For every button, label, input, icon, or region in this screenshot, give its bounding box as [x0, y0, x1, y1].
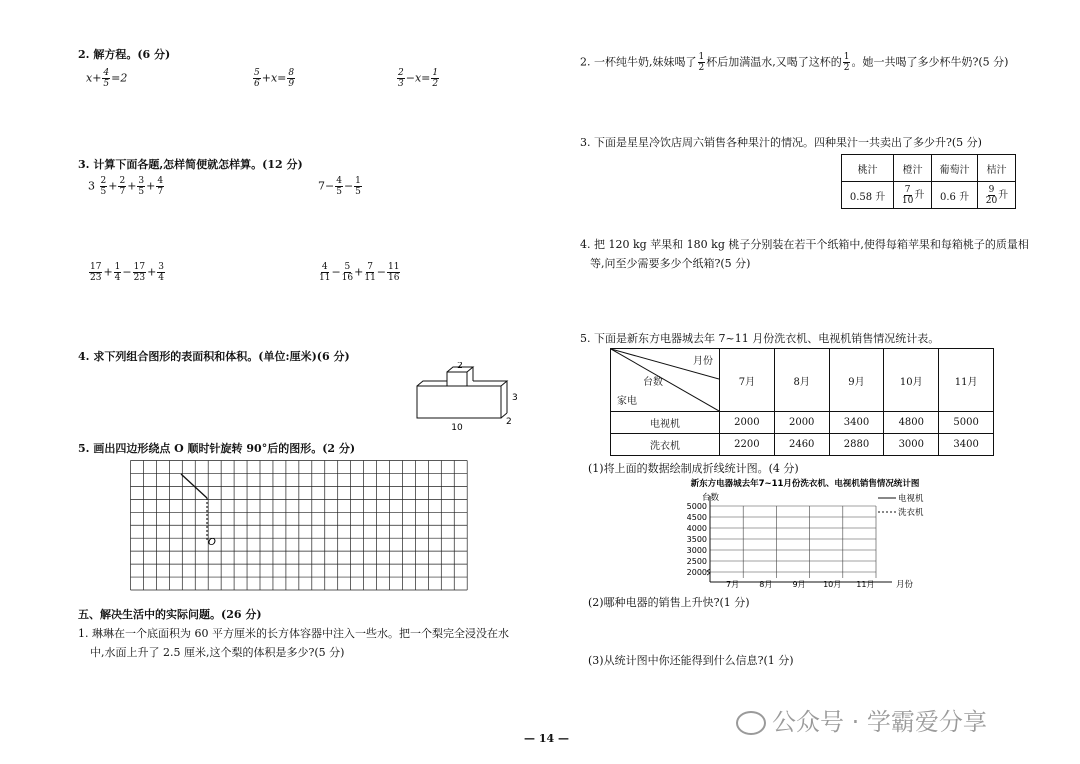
r-q3-title: 3. 下面是星星冷饮店周六销售各种果汁的情况。四种果汁一共卖出了多少升?(5 分)	[580, 136, 982, 149]
sales-table	[610, 348, 994, 456]
table-cell: $\frac{9}{20}$ 升	[977, 182, 1015, 209]
equation-2: $\frac{5}{6}$ +x= $\frac{8}{9}$	[254, 68, 295, 89]
chart-title: 新东方电器城去年7~11月份洗衣机、电视机销售情况统计图	[690, 479, 920, 489]
header-month: 8月	[774, 349, 829, 412]
juice-table	[841, 154, 1016, 209]
table-cell: 橙汁	[894, 155, 932, 182]
x-tick-label: 8月	[759, 580, 773, 589]
x-tick-label: 9月	[792, 580, 806, 589]
equation-3: $\frac{2}{3}$ −x= $\frac{1}{2}$	[398, 68, 439, 89]
table-cell: $\frac{7}{10}$ 升	[894, 182, 932, 209]
expression-4: $\frac{4}{11}$ − $\frac{5}{16}$ + $\frac{7}{11}$ − $\frac{11}{16}$	[319, 262, 400, 283]
table-cell: 3400	[939, 434, 994, 456]
q3-title: 3. 计算下面各题,怎样简便就怎样算。(12 分)	[78, 158, 303, 171]
table-cell: 0.6 升	[932, 182, 978, 209]
table-cell: 5000	[939, 412, 994, 434]
problem-1-line-2: 中,水面上升了 2.5 厘米,这个梨的体积是多少?(5 分)	[90, 646, 345, 659]
r-q4-line-2: 等,问至少需要多少个纸箱?(5 分)	[590, 257, 751, 270]
dimension-top: 2	[457, 362, 463, 371]
x-tick-label: 11月	[856, 580, 875, 589]
x-tick-label: 7月	[726, 580, 740, 589]
header-month: 7月	[720, 349, 775, 412]
row-label: 电视机	[611, 412, 720, 434]
line-chart	[660, 476, 950, 592]
chart-xlabel: 月份	[896, 580, 914, 590]
sub-question-1: (1)将上面的数据绘制成折线统计图。(4 分)	[588, 462, 799, 475]
sub-question-2: (2)哪种电器的销售上升快?(1 分)	[588, 596, 750, 609]
legend-washer: 洗衣机	[898, 508, 924, 518]
table-cell: 4800	[884, 412, 939, 434]
corner-count: 台数	[643, 377, 663, 388]
table-cell: 3000	[884, 434, 939, 456]
x-tick-label: 10月	[823, 580, 842, 589]
table-cell: 2460	[774, 434, 829, 456]
expression-3: $\frac{17}{23}$ + $\frac{1}{4}$ − $\frac{17}{23}$ + $\frac{3}{4}$	[90, 262, 165, 283]
table-cell: 桃汁	[842, 155, 894, 182]
table-row	[611, 412, 994, 434]
table-cell: 0.58 升	[842, 182, 894, 209]
dimension-length: 10	[451, 423, 463, 433]
table-cell: 桔汁	[977, 155, 1015, 182]
y-tick-label: 2500	[686, 557, 707, 566]
expression-2: 7− $\frac{4}{5}$ − $\frac{1}{5}$	[318, 176, 361, 197]
rotation-grid	[130, 460, 472, 600]
corner-cell	[611, 349, 720, 412]
chart-ylabel: 台数	[702, 493, 720, 503]
row-label: 洗衣机	[611, 434, 720, 456]
y-tick-label: 2000	[686, 568, 707, 577]
expression-1: 3 $\frac{2}{5}$ + $\frac{2}{7}$ + $\frac{3}{5}$ + $\frac{4}{7}$	[88, 176, 164, 197]
y-tick-label: 5000	[686, 502, 707, 511]
table-row	[842, 182, 1016, 209]
table-cell: 葡萄汁	[932, 155, 978, 182]
header-month: 9月	[829, 349, 884, 412]
page-number: — 14 —	[524, 732, 569, 745]
header-month: 10月	[884, 349, 939, 412]
segment-shape	[181, 474, 207, 498]
dimension-height: 3	[512, 393, 518, 403]
composite-solid-figure	[405, 362, 525, 436]
y-tick-label: 4000	[686, 524, 707, 533]
header-month: 11月	[939, 349, 994, 412]
sub-question-3: (3)从统计图中你还能得到什么信息?(1 分)	[588, 654, 794, 667]
problem-1-line-1: 1. 琳琳在一个底面积为 60 平方厘米的长方体容器中注入一些水。把一个梨完全浸没在水	[78, 627, 509, 640]
table-row	[611, 349, 994, 412]
wechat-icon	[736, 711, 766, 735]
table-cell: 2880	[829, 434, 884, 456]
table-cell: 3400	[829, 412, 884, 434]
corner-item: 家电	[617, 396, 637, 407]
equation-1: x+ $\frac{4}{5}$ =2	[86, 68, 128, 89]
dimension-width: 2	[506, 417, 512, 427]
table-cell: 2000	[774, 412, 829, 434]
section5-title: 五、解决生活中的实际问题。(26 分)	[78, 608, 262, 621]
legend-tv: 电视机	[898, 494, 924, 504]
r-q5-title: 5. 下面是新东方电器城去年 7~11 月份洗衣机、电视机销售情况统计表。	[580, 332, 940, 345]
r-q4-line-1: 4. 把 120 kg 苹果和 180 kg 桃子分别装在若干个纸箱中,使得每箱苹果和每箱桃子的质量相	[580, 238, 1029, 251]
table-cell: 2200	[720, 434, 775, 456]
corner-month: 月份	[693, 356, 713, 367]
r-q2-text: 2. 一杯纯牛奶,妹妹喝了 $\frac{1}{2}$ 杯后加满温水,又喝了这杯的 $\frac{1}{2}$ 。她一共喝了多少杯牛奶?(5 分)	[580, 52, 1009, 73]
q4-title: 4. 求下列组合图形的表面积和体积。(单位:厘米)(6 分)	[78, 350, 350, 363]
y-tick-label: 4500	[686, 513, 707, 522]
watermark: 公众号 · 学霸爱分享	[736, 702, 987, 737]
y-tick-label: 3500	[686, 535, 707, 544]
table-row	[842, 155, 1016, 182]
q2-title: 2. 解方程。(6 分)	[78, 48, 171, 61]
y-tick-label: 3000	[686, 546, 707, 555]
q5-title: 5. 画出四边形绕点 O 顺时针旋转 90°后的图形。(2 分)	[78, 442, 356, 455]
table-row	[611, 434, 994, 456]
table-cell: 2000	[720, 412, 775, 434]
point-o-label: O	[208, 537, 216, 548]
